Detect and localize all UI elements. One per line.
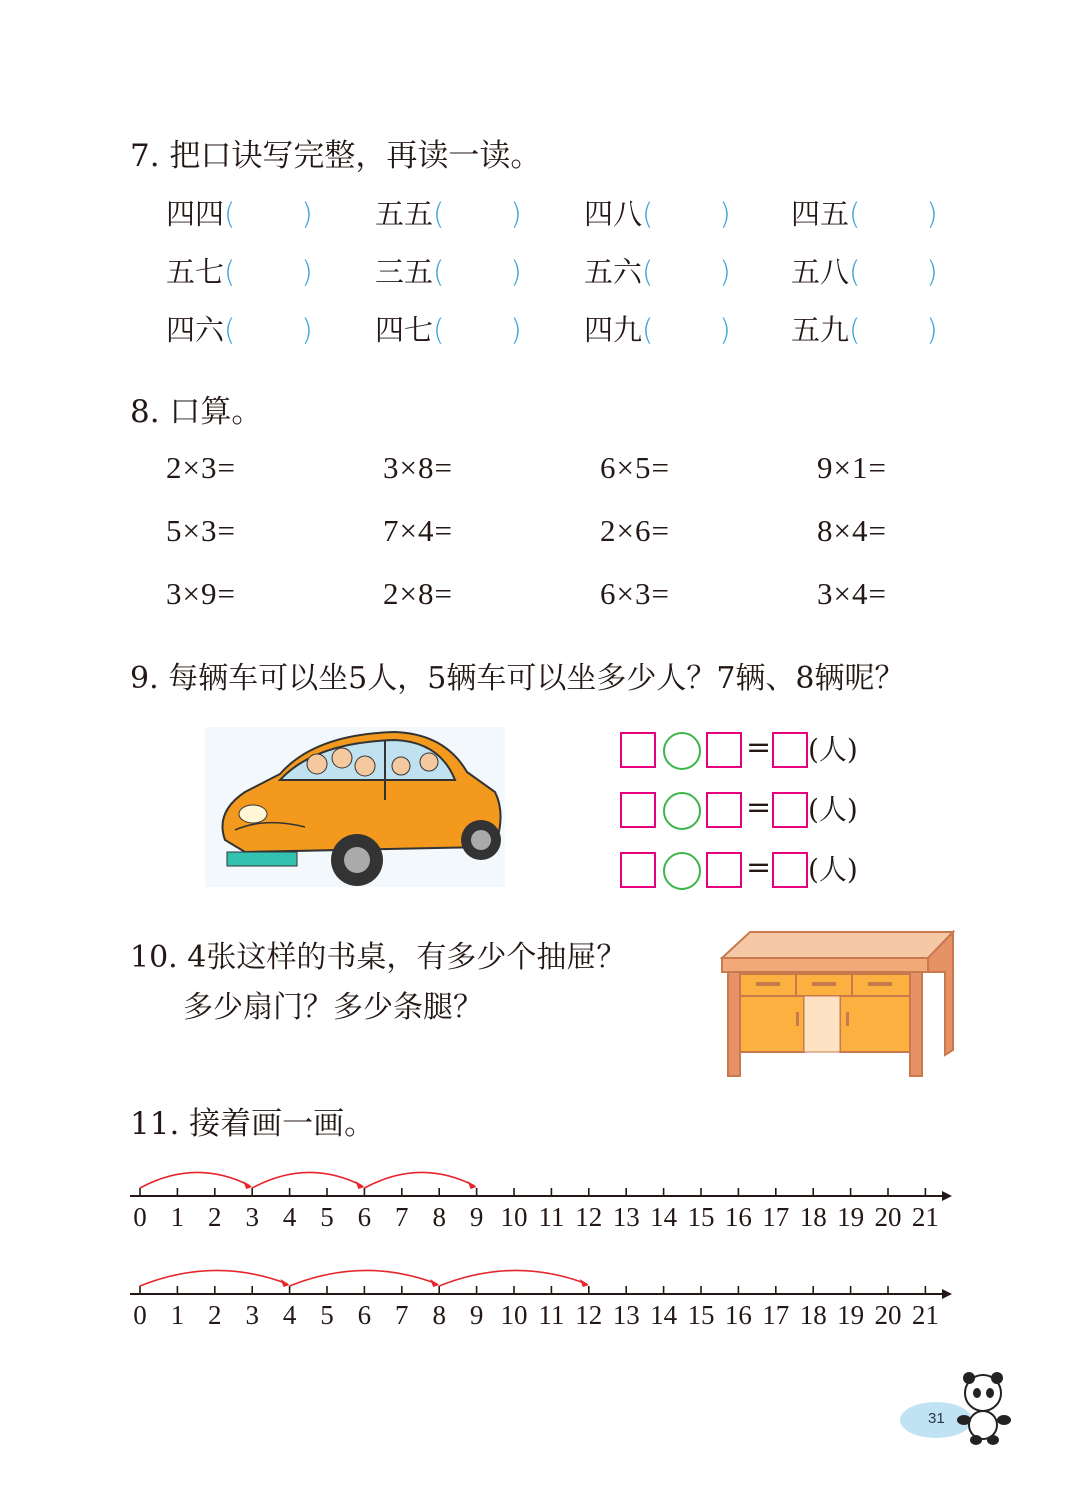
answer-blank-close[interactable]: ) — [510, 313, 522, 347]
answer-blank-close[interactable]: ) — [301, 255, 313, 289]
answer-box[interactable] — [620, 792, 656, 828]
axis-number-label: 4 — [282, 1300, 297, 1330]
page-number: 31 — [928, 1410, 945, 1427]
answer-blank-close[interactable]: ) — [926, 197, 938, 231]
q9-equation-row — [620, 792, 880, 832]
q7-item-label: 五七 — [166, 255, 225, 289]
jump-arrowhead-icon — [355, 1181, 364, 1189]
answer-box[interactable] — [706, 792, 742, 828]
unit-label: (人) — [808, 733, 858, 766]
axis-number-label: 1 — [170, 1300, 185, 1330]
axis-number-label: 6 — [357, 1300, 372, 1330]
jump-arc — [290, 1270, 438, 1286]
q8-expression: 9×1= — [817, 450, 887, 485]
q7-item-label: 四四 — [166, 197, 225, 231]
axis-number-label: 16 — [724, 1202, 752, 1232]
operator-circle[interactable] — [663, 732, 701, 770]
axis-number-label: 12 — [575, 1202, 603, 1232]
answer-blank-open[interactable]: ( — [433, 255, 445, 289]
answer-blank-close[interactable]: ) — [510, 255, 522, 289]
axis-arrow-icon — [942, 1191, 952, 1201]
answer-box[interactable] — [620, 732, 656, 768]
q8-expression: 2×3= — [166, 450, 236, 485]
equals-sign: = — [746, 790, 772, 825]
answer-box[interactable] — [706, 852, 742, 888]
axis-number-label: 10 — [500, 1300, 528, 1330]
jump-arc — [252, 1172, 362, 1188]
car-illustration — [205, 722, 505, 892]
q7-item — [375, 192, 522, 233]
operator-circle[interactable] — [663, 852, 701, 890]
jump-arc — [140, 1270, 288, 1286]
operator-circle[interactable] — [663, 792, 701, 830]
axis-number-label: 13 — [612, 1300, 640, 1330]
axis-number-label: 3 — [245, 1202, 259, 1232]
axis-number-label: 2 — [208, 1300, 222, 1330]
axis-number-label: 17 — [762, 1300, 790, 1330]
answer-box[interactable] — [706, 732, 742, 768]
answer-blank-open[interactable]: ( — [642, 313, 654, 347]
q8-expression: 8×4= — [817, 513, 887, 548]
axis-number-label: 8 — [432, 1300, 446, 1330]
answer-box[interactable] — [620, 852, 656, 888]
jump-arrowhead-icon — [430, 1279, 439, 1287]
jump-arrowhead-icon — [281, 1279, 290, 1287]
q8-expression: 3×8= — [383, 450, 453, 485]
unit-label: (人) — [808, 853, 858, 886]
answer-blank-open[interactable]: ( — [224, 255, 236, 289]
q8-expression: 2×6= — [600, 513, 670, 548]
answer-blank-close[interactable]: ) — [301, 197, 313, 231]
q7-item — [791, 192, 938, 233]
q7-item-label: 四七 — [375, 313, 434, 347]
unit-label: (人) — [808, 793, 858, 826]
equals-sign: = — [746, 730, 772, 765]
axis-number-label: 9 — [469, 1202, 484, 1232]
jump-arc — [140, 1172, 250, 1188]
q7-item — [791, 308, 938, 349]
axis-number-label: 9 — [469, 1300, 484, 1330]
jump-arc — [364, 1172, 474, 1188]
axis-number-label: 6 — [357, 1202, 372, 1232]
q9-title: 9. 每辆车可以坐5人，5辆车可以坐多少人？7辆、8辆呢？ — [130, 661, 905, 696]
axis-number-label: 11 — [538, 1202, 565, 1232]
answer-blank-close[interactable]: ) — [510, 197, 522, 231]
axis-number-label: 15 — [687, 1202, 715, 1232]
axis-number-label: 4 — [282, 1202, 297, 1232]
axis-number-label: 0 — [133, 1300, 147, 1330]
answer-blank-open[interactable]: ( — [849, 313, 861, 347]
axis-number-label: 5 — [320, 1202, 334, 1232]
axis-number-label: 17 — [762, 1202, 790, 1232]
q7-item-label: 五五 — [375, 197, 434, 231]
axis-number-label: 20 — [874, 1300, 902, 1330]
answer-box[interactable] — [772, 792, 808, 828]
q10-line1: 10. 4张这样的书桌，有多少个抽屉？ — [130, 940, 627, 975]
q8-expression: 5×3= — [166, 513, 236, 548]
q7-item-label: 五六 — [584, 255, 643, 289]
q7-title: 7. 把口诀写完整，再读一读。 — [130, 138, 542, 174]
answer-blank-open[interactable]: ( — [849, 197, 861, 231]
answer-blank-open[interactable]: ( — [224, 313, 236, 347]
answer-blank-open[interactable]: ( — [849, 255, 861, 289]
axis-number-label: 11 — [538, 1300, 565, 1330]
q9-equation-row — [620, 852, 880, 892]
answer-blank-open[interactable]: ( — [642, 197, 654, 231]
q8-expression: 3×9= — [166, 576, 236, 611]
panda-page-badge — [898, 1368, 1016, 1448]
axis-arrow-icon — [942, 1289, 952, 1299]
axis-number-label: 19 — [837, 1202, 865, 1232]
answer-blank-open[interactable]: ( — [433, 197, 445, 231]
axis-number-label: 14 — [650, 1300, 678, 1330]
axis-number-label: 12 — [575, 1300, 603, 1330]
axis-number-label: 2 — [208, 1202, 222, 1232]
answer-blank-close[interactable]: ) — [719, 255, 731, 289]
answer-blank-close[interactable]: ) — [301, 313, 313, 347]
q7-item-label: 三五 — [375, 255, 434, 289]
answer-blank-close[interactable]: ) — [926, 255, 938, 289]
q8-expression: 3×4= — [817, 576, 887, 611]
desk-illustration — [720, 930, 955, 1078]
q7-item — [166, 192, 313, 233]
q9-equation-row — [620, 732, 880, 772]
q7-item — [166, 250, 313, 291]
axis-number-label: 13 — [612, 1202, 640, 1232]
answer-box[interactable] — [772, 852, 808, 888]
axis-number-label: 20 — [874, 1202, 902, 1232]
q7-item-label: 四五 — [791, 197, 850, 231]
answer-blank-open[interactable]: ( — [642, 255, 654, 289]
q8-expression: 2×8= — [383, 576, 453, 611]
q8-title: 8. 口算。 — [130, 394, 263, 430]
q7-item-label: 四八 — [584, 197, 643, 231]
answer-blank-open[interactable]: ( — [224, 197, 236, 231]
q7-item-label: 四九 — [584, 313, 643, 347]
axis-number-label: 14 — [650, 1202, 678, 1232]
q11-title: 11. 接着画一画。 — [130, 1106, 376, 1142]
axis-number-label: 1 — [170, 1202, 185, 1232]
q7-item-label: 五九 — [791, 313, 850, 347]
axis-number-label: 21 — [911, 1300, 939, 1330]
answer-blank-close[interactable]: ) — [926, 313, 938, 347]
axis-number-label: 3 — [245, 1300, 259, 1330]
q7-item — [375, 250, 522, 291]
q8-expression: 7×4= — [383, 513, 453, 548]
jump-arrowhead-icon — [580, 1279, 589, 1287]
axis-number-label: 10 — [500, 1202, 528, 1232]
answer-blank-close[interactable]: ) — [719, 197, 731, 231]
q7-item — [166, 308, 313, 349]
answer-box[interactable] — [772, 732, 808, 768]
axis-number-label: 15 — [687, 1300, 715, 1330]
q7-item — [791, 250, 938, 291]
axis-number-label: 7 — [395, 1300, 409, 1330]
axis-number-label: 0 — [133, 1202, 147, 1232]
q7-item-label: 四六 — [166, 313, 225, 347]
q7-item — [584, 250, 731, 291]
q8-expression: 6×3= — [600, 576, 670, 611]
q7-item — [375, 308, 522, 349]
axis-number-label: 8 — [432, 1202, 446, 1232]
axis-number-label: 5 — [320, 1300, 334, 1330]
axis-number-label: 18 — [799, 1202, 827, 1232]
q7-item — [584, 308, 731, 349]
jump-arrowhead-icon — [468, 1181, 477, 1189]
jump-arrowhead-icon — [243, 1181, 252, 1189]
axis-number-label: 16 — [724, 1300, 752, 1330]
axis-number-label: 21 — [911, 1202, 939, 1232]
q8-expression: 6×5= — [600, 450, 670, 485]
axis-number-label: 19 — [837, 1300, 865, 1330]
q10-line2: 多少扇门？多少条腿？ — [183, 990, 483, 1025]
jump-arc — [439, 1270, 587, 1286]
equals-sign: = — [746, 850, 772, 885]
axis-number-label: 18 — [799, 1300, 827, 1330]
answer-blank-close[interactable]: ) — [719, 313, 731, 347]
q7-item — [584, 192, 731, 233]
answer-blank-open[interactable]: ( — [433, 313, 445, 347]
q7-item-label: 五八 — [791, 255, 850, 289]
axis-number-label: 7 — [395, 1202, 409, 1232]
